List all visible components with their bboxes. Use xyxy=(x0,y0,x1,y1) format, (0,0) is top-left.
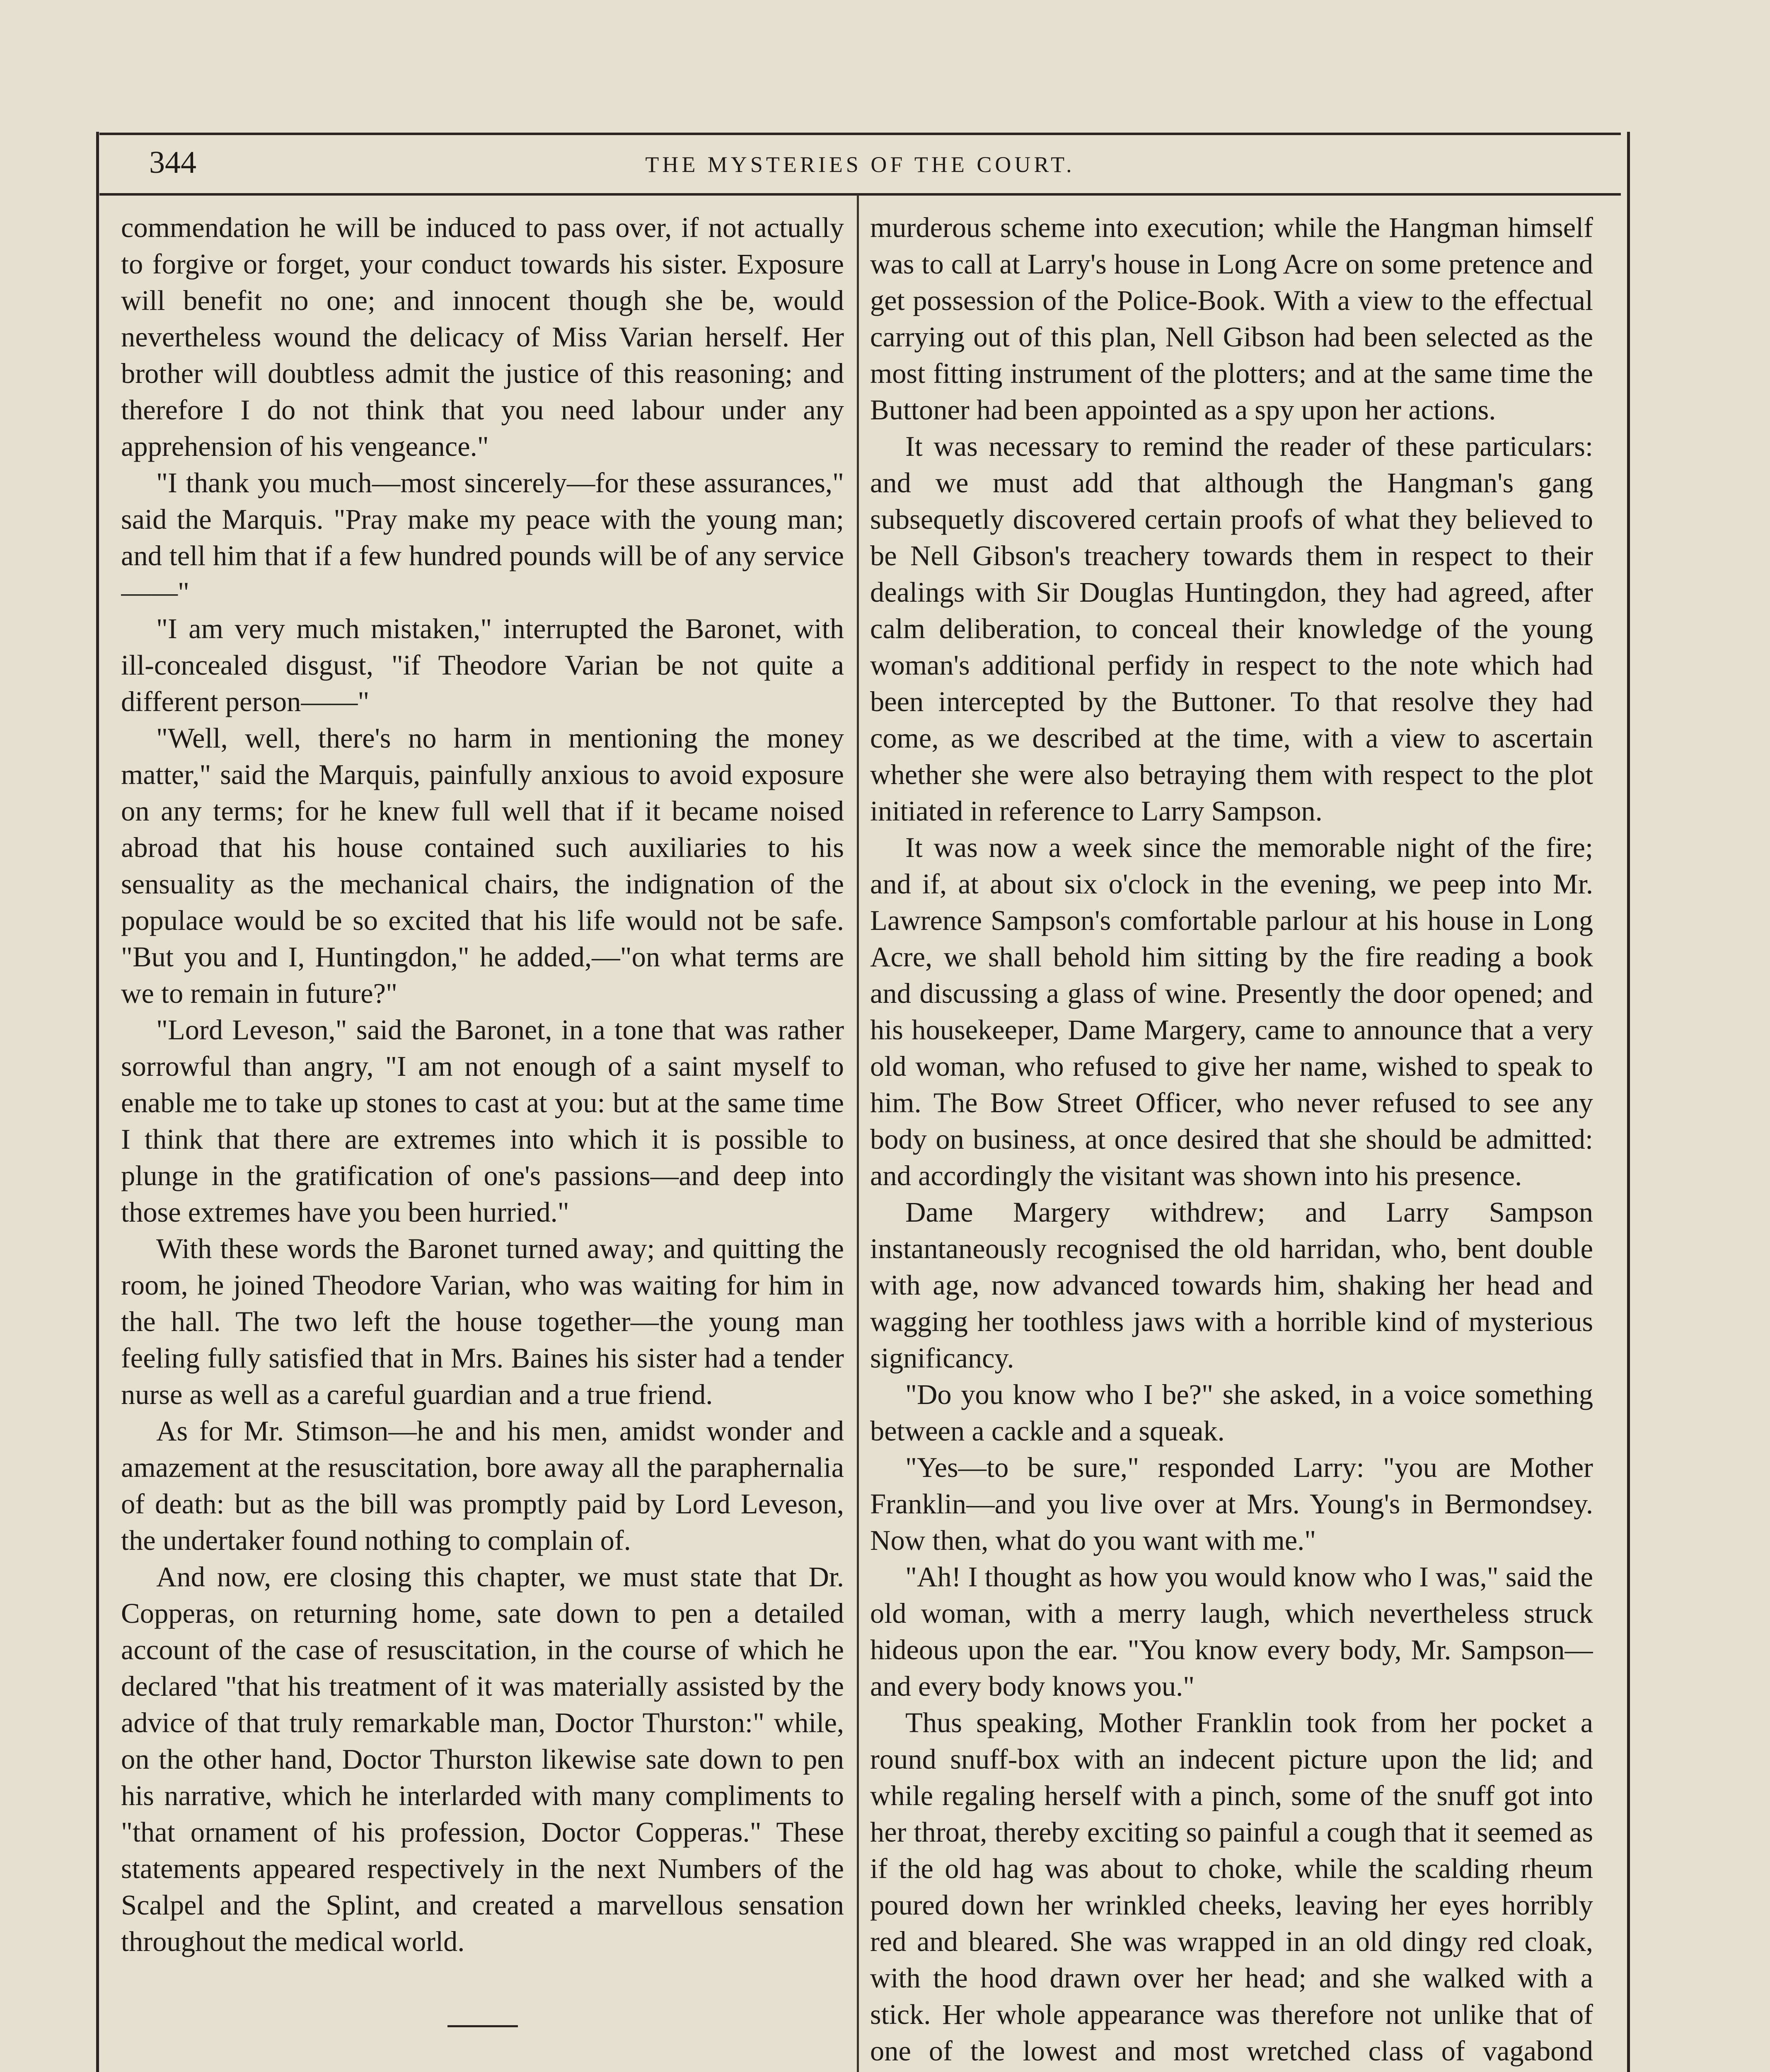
page-number: 344 xyxy=(149,145,196,180)
paragraph: Thus speaking, Mother Franklin took from her pocket a round snuff-box with an indecent picture upon the lid; and while regaling herself with a pinch, some of the snuff got into her throat, thereby exciting so painful a cough that it seemed as if the old hag was about to choke, while the scalding rheum poured down her wrinkled cheeks, leaving her eyes horribly red and bleared. She was wrapped in an old dingy red cloak, with the hood drawn over her head; and she walked with a stick. Her whole appearance was therefore not unlike that of one of the lowest and most wretched class of vagabond xyxy=(870,1707,1593,2067)
paragraph: And now, ere closing this chapter, we must state that Dr. Copperas, on returning home, sate down to pen a detailed account of the case of resuscitation, in the course of which he declared "that his treatment of it was materially assisted by the advice of that truly remarkable man, Doctor Thurston:" while, on the other hand, Doctor Thurston likewise sate down to pen his narrative, which he interlarded with many compliments to "that ornament of his profession, Doctor Copperas." These statements appeared respectively in the next Numbers of the Scalpel and the Splint, and created a marvellous sensation throughout the medical world. xyxy=(121,1561,844,1957)
paragraph: "Ah! I thought as how you would know who I was," said the old woman, with a merry laugh, which nevertheless struck hideous upon the ear. "You know every body, Mr. Sampson—and every body knows you." xyxy=(870,1561,1593,1702)
paragraph: As for Mr. Stimson—he and his men, amidst wonder and amazement at the resuscitation, bore away all the paraphernalia of death: but as the bill was promptly paid by Lord Leveson, the undertaker found nothing to complain of. xyxy=(121,1415,844,1556)
paragraph: commendation he will be induced to pass over, if not actually to forgive or forget, your conduct towards his sister. Exposure will benefit no one; and innocent though she be, would nevertheless wound the delicacy of Miss Varian herself. Her brother will doubtless admit the justice of this reasoning; and therefore I do not think that you need labour under any apprehension of his vengeance." xyxy=(121,212,844,462)
paragraph: It was necessary to remind the reader of these particulars: and we must add that although the Hangman's gang subsequetly discovered certain proofs of what they believed to be Nell Gibson's treachery towards them in respect to their dealings with Sir Douglas Huntingdon, they had agreed, after calm deliberation, to conceal their knowledge of the young woman's additional perfidy in respect to the note which had been intercepted by the Buttoner. To that resolve they had come, as we described at the time, with a view to ascertain whether she were also betraying them with respect to the plot initiated in reference to Larry Sampson. xyxy=(870,431,1593,827)
left-column xyxy=(121,209,844,2072)
paragraph: murderous scheme into execution; while the Hangman himself was to call at Larry's house in Long Acre on some pretence and get possession of the Police-Book. With a view to the effectual carrying out of this plan, Nell Gibson had been selected as the most fitting instrument of the plotters; and at the same time the Buttoner had been appointed as a spy upon her actions. xyxy=(870,212,1593,426)
section-rule xyxy=(447,2025,518,2027)
column-divider xyxy=(857,195,859,2072)
paragraph: "I am very much mistaken," interrupted the Baronet, with ill-concealed disgust, "if Theodore Varian be not quite a different person——" xyxy=(121,613,844,717)
paragraph: "Yes—to be sure," responded Larry: "you are Mother Franklin—and you live over at Mrs. Young's in Bermondsey. Now then, what do you want with me." xyxy=(870,1452,1593,1556)
paragraph: "Well, well, there's no harm in mentioning the money matter," said the Marquis, painfully anxious to avoid exposure on any terms; for he knew full well that if it became noised abroad that his house contained such auxiliaries to his sensuality as the mechanical chairs, the indignation of the populace would be so excited that his life would not be safe. "But you and I, Huntingdon," he added,—"on what terms are we to remain in future?" xyxy=(121,722,844,1009)
running-header xyxy=(99,133,1621,196)
paragraph: Dame Margery withdrew; and Larry Sampson instantaneously recognised the old harridan, who, bent double with age, now advanced towards him, shaking her head and wagging her toothless jaws with a horrible kind of mysterious significancy. xyxy=(870,1196,1593,1374)
chapter-heading xyxy=(121,2025,844,2072)
paragraph: With these words the Baronet turned away; and quitting the room, he joined Theodore Varian, who was waiting for him in the hall. The two left the house together—the young man feeling fully satisfied that in Mrs. Baines his sister had a tender nurse as well as a careful guardian and a true friend. xyxy=(121,1233,844,1410)
running-title: THE MYSTERIES OF THE COURT. xyxy=(645,152,1075,177)
paragraph: "Lord Leveson," said the Baronet, in a tone that was rather sorrowful than angry, "I am not enough of a saint myself to enable me to take up stones to cast at you: but at the same time I think that there are extremes into which it is possible to plunge in the gratification of one's passions—and deep into those extremes have you been hurried." xyxy=(121,1014,844,1228)
paragraph: It was now a week since the memorable night of the fire; and if, at about six o'clock in the evening, we peep into Mr. Lawrence Sampson's comfortable parlour at his house in Long Acre, we shall behold him sitting by the fire reading a book and discussing a glass of wine. Presently the door opened; and his housekeeper, Dame Margery, came to announce that a very old woman, who refused to give her name, wished to speak to him. The Bow Street Officer, who never refused to see any body on business, at once desired that she should be admitted: and accordingly the visitant was shown into his presence. xyxy=(870,832,1593,1191)
paragraph: "Do you know who I be?" she asked, in a voice something between a cackle and a squeak. xyxy=(870,1379,1593,1447)
paragraph: "I thank you much—most sincerely—for these assurances," said the Marquis. "Pray make my peace with the young man; and tell him that if a few hundred pounds will be of any service——" xyxy=(121,467,844,608)
right-column xyxy=(870,209,1593,2072)
